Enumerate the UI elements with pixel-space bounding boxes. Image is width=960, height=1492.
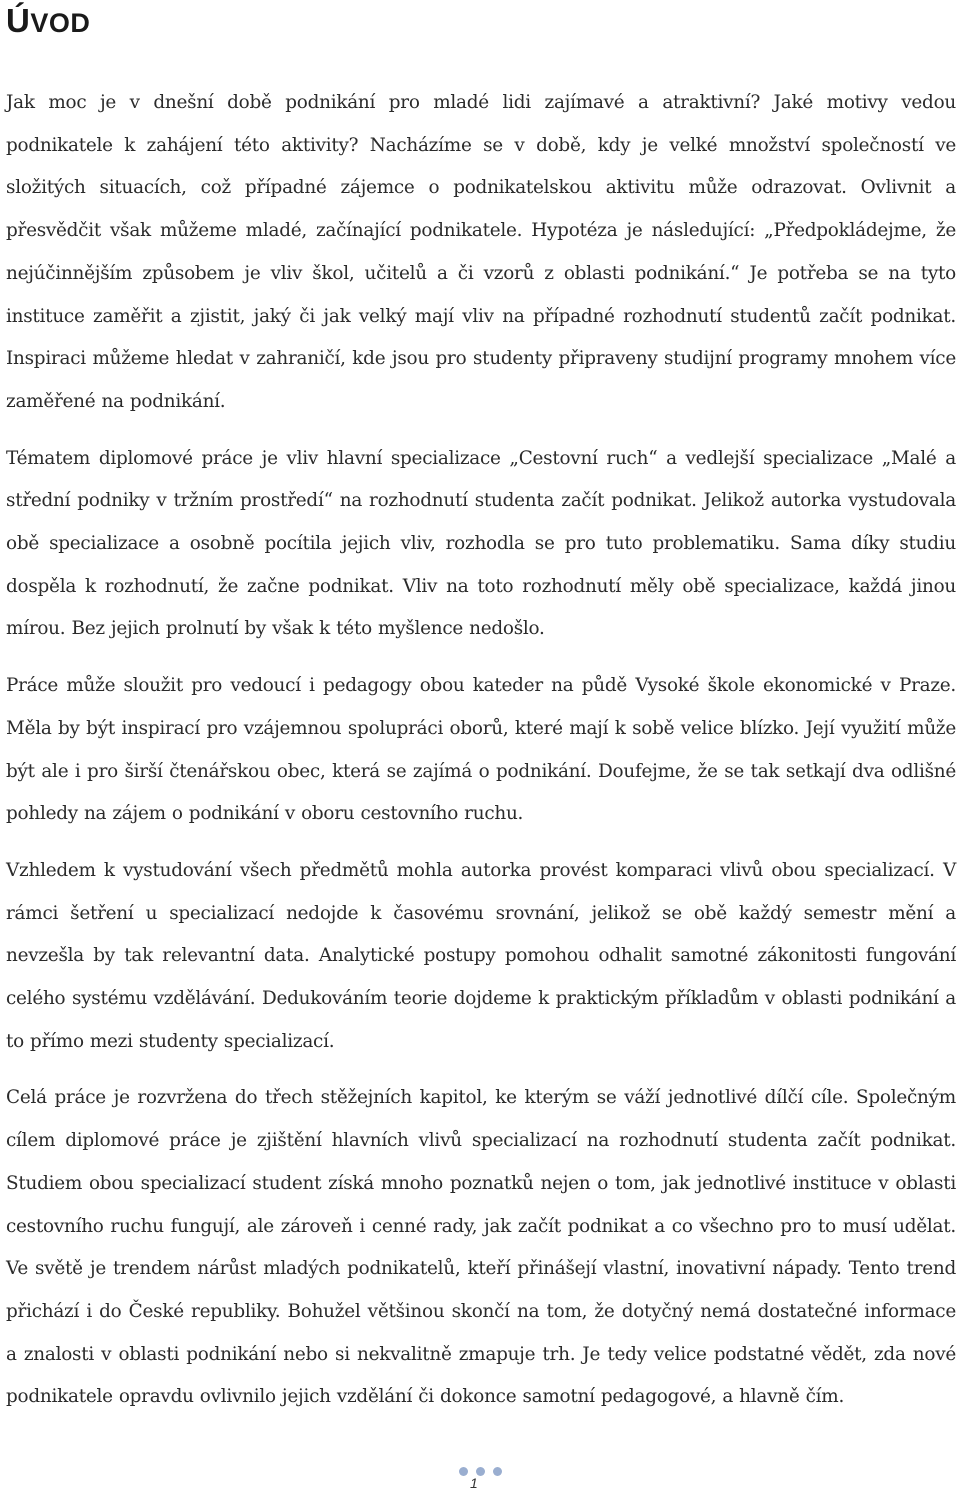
paragraph-2: Tématem diplomové práce je vliv hlavní specializace „Cestovní ruch“ a vedlejší specializace „Malé a střední podniky v tržním prostředí“ na rozhodnutí studenta začít podnikat. Jelikož autorka vystudovala obě specializace a osobně pocítila jejich vliv, rozhodla se pro tuto problematiku. Sama díky studiu dospěla k rozhodnutí, že začne podnikat. Vliv na toto rozhodnutí měly obě specializace, každá jinou mírou. Bez jejich prolnutí by však k této myšlence nedošlo. bbox=[6, 447, 956, 640]
paragraph-4: Vzhledem k vystudování všech předmětů mohla autorka provést komparaci vlivů obou specializací. V rámci šetření u specializací nedojde k časovému srovnání, jelikož se obě každý semestr mění a nevzešla by tak relevantní data. Analytické postupy pomohou odhalit samotné zákonitosti fungování celého systému vzdělávání. Dedukováním teorie dojdeme k praktickým příkladům v oblasti podnikání a to přímo mezi studenty specializací. bbox=[6, 859, 956, 1052]
body-text bbox=[6, 82, 956, 1433]
paragraph-3: Práce může sloužit pro vedoucí i pedagogy obou kateder na půdě Vysoké škole ekonomické v Praze. Měla by být inspirací pro vzájemnou spolupráci oborů, které mají k sobě velice blízko. Její využití může být ale i pro širší čtenářskou obec, která se zajímá o podnikání. Doufejme, že se tak setkají dva odlišné pohledy na zájem o podnikání v oboru cestovního ruchu. bbox=[6, 675, 956, 825]
heading-rest: VOD bbox=[30, 8, 91, 38]
footer-dot bbox=[493, 1467, 502, 1476]
page-number: 1 bbox=[470, 1475, 478, 1491]
footer-dot bbox=[459, 1467, 468, 1476]
heading-first-letter: Ú bbox=[6, 2, 31, 39]
paragraph-5: Celá práce je rozvržena do třech stěžejních kapitol, ke kterým se váží jednotlivé dílčí cíle. Společným cílem diplomové práce je zjištění hlavních vlivů specializací na rozhodnutí studenta začít podnikat. Studiem obou specializací student získá mnoho poznatků nejen o tom, jak jednotlivé instituce v oblasti cestovního ruchu fungují, ale zároveň i cenné rady, jak začít podnikat a co všechno pro to musí udělat. Ve světě je trendem nárůst mladých podnikatelů, kteří přinášejí vlastní, inovativní nápady. Tento trend přichází i do České republiky. Bohužel většinou skončí na tom, že dotyčný nemá dostatečné informace a znalosti v oblasti podnikání nebo si nekvalitně zmapuje trh. Je tedy velice podstatné vědět, zda nové podnikatele opravdu ovlivnilo jejich vzdělání či dokonce samotní pedagogové, a hlavně čím. bbox=[6, 1087, 956, 1408]
paragraph-1: Jak moc je v dnešní době podnikání pro mladé lidi zajímavé a atraktivní? Jaké motivy vedou podnikatele k zahájení této aktivity? Nacházíme se v době, kdy je velké množství společností ve složitých situacích, což případné zájemce o podnikatelskou aktivitu může odrazovat. Ovlivnit a přesvědčit však můžeme mladé, začínající podnikatele. Hypotéza je následující: „Předpokládejme, že nejúčinnějším způsobem je vliv škol, učitelů a či vzorů z oblasti podnikání.“ Je potřeba se na tyto instituce zaměřit a zjistit, jaký či jak velký mají vliv na případné rozhodnutí studentů začít podnikat. Inspiraci můžeme hledat v zahraničí, kde jsou pro studenty připraveny studijní programy mnohem více zaměřené na podnikání. bbox=[6, 92, 956, 412]
footer-dots-ornament bbox=[459, 1467, 502, 1476]
section-heading bbox=[6, 2, 90, 40]
